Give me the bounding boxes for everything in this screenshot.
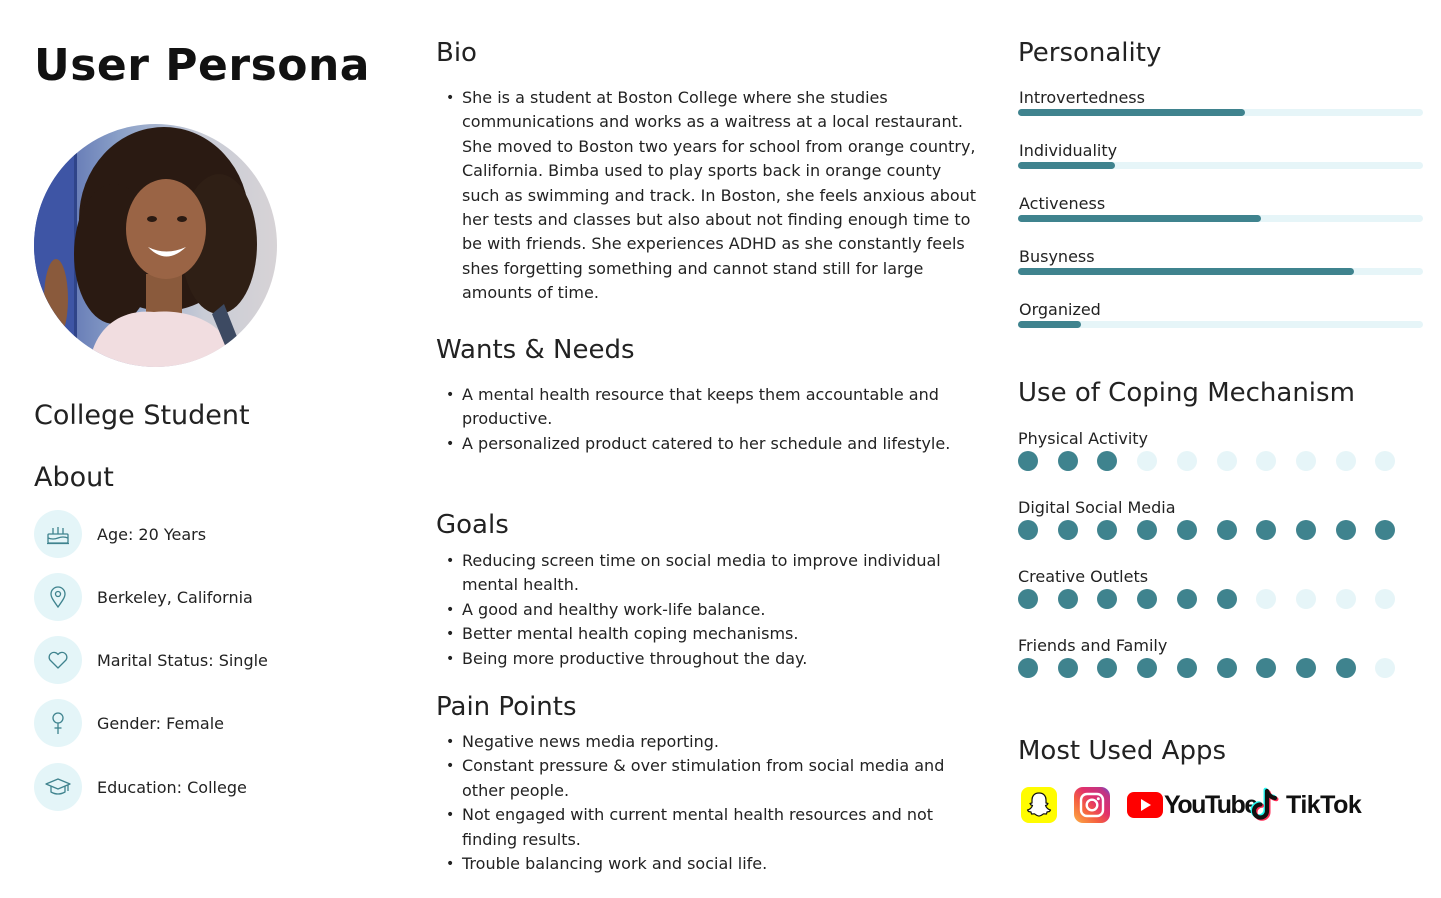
trait-track xyxy=(1018,162,1423,169)
instagram-icon xyxy=(1073,786,1111,824)
about-gender-text: Gender: Female xyxy=(97,713,225,733)
apps-row xyxy=(1018,786,1418,826)
location-pin-icon xyxy=(45,584,71,610)
coping-dots xyxy=(1018,520,1408,540)
coping-dot-filled xyxy=(1058,520,1078,540)
snapchat-icon xyxy=(1020,786,1058,824)
coping-dot-filled xyxy=(1177,589,1197,609)
coping-dot-filled xyxy=(1296,520,1316,540)
avatar-photo xyxy=(34,124,277,367)
coping-dot-filled xyxy=(1018,520,1038,540)
coping-dot-empty xyxy=(1336,451,1356,471)
trait-track xyxy=(1018,215,1423,222)
list-item: • Trouble balancing work and social life. xyxy=(446,852,981,876)
trait-fill xyxy=(1018,109,1245,116)
trait-label: Individuality xyxy=(1019,141,1118,160)
apps-heading: Most Used Apps xyxy=(1018,736,1227,766)
pain-points-heading: Pain Points xyxy=(436,692,577,722)
about-icon-bg xyxy=(34,636,82,684)
avatar xyxy=(34,124,277,367)
list-item: • Constant pressure & over stimulation from social media and other people. xyxy=(446,754,981,803)
youtube-app xyxy=(1127,786,1257,824)
trait-track xyxy=(1018,109,1423,116)
instagram-app xyxy=(1073,786,1111,824)
coping-digital-social-media xyxy=(1018,498,1423,558)
about-item-age xyxy=(34,509,374,559)
about-location-text: Berkeley, California xyxy=(97,587,253,607)
coping-physical-activity xyxy=(1018,429,1423,489)
about-item-education xyxy=(34,762,374,812)
bio-heading: Bio xyxy=(436,38,477,68)
coping-label: Digital Social Media xyxy=(1018,498,1176,517)
list-item: • Better mental health coping mechanisms. xyxy=(446,622,981,646)
coping-dot-filled xyxy=(1097,589,1117,609)
coping-dots xyxy=(1018,451,1408,471)
about-education-text: Education: College xyxy=(97,777,247,797)
trait-label: Introvertedness xyxy=(1019,88,1145,107)
coping-dot-filled xyxy=(1097,520,1117,540)
about-icon-bg xyxy=(34,573,82,621)
bio-item: • She is a student at Boston College where she studies communications and works as a waitress at a local restaurant. She moved to Boston two years for school from orange country, California. Bimba used to play sports back in orange county such as swimming and track. In Boston, she feels anxious about her tests and classes but also about not finding enough time to be with friends. She experiences ADHD as she constantly feels shes forgetting something and cannot stand still for large amounts of time. xyxy=(446,86,981,306)
tiktok-label: TikTok xyxy=(1286,790,1362,819)
trait-organized xyxy=(1018,300,1423,330)
trait-label: Organized xyxy=(1019,300,1101,319)
coping-dot-filled xyxy=(1217,658,1237,678)
coping-dot-empty xyxy=(1177,451,1197,471)
coping-dots xyxy=(1018,658,1408,678)
about-icon-bg xyxy=(34,510,82,558)
coping-dot-filled xyxy=(1177,658,1197,678)
trait-label: Activeness xyxy=(1019,194,1106,213)
coping-dot-filled xyxy=(1018,589,1038,609)
coping-dot-filled xyxy=(1217,589,1237,609)
coping-dot-empty xyxy=(1375,451,1395,471)
coping-dot-empty xyxy=(1296,451,1316,471)
coping-dot-filled xyxy=(1336,520,1356,540)
coping-dot-filled xyxy=(1296,658,1316,678)
coping-dot-filled xyxy=(1137,589,1157,609)
about-marital-text: Marital Status: Single xyxy=(97,650,268,670)
graduation-cap-icon xyxy=(44,774,72,800)
wants-needs-list xyxy=(446,383,981,456)
trait-introvertedness xyxy=(1018,88,1423,118)
coping-dot-filled xyxy=(1137,520,1157,540)
about-item-location xyxy=(34,572,374,622)
coping-label: Physical Activity xyxy=(1018,429,1149,448)
coping-dot-filled xyxy=(1177,520,1197,540)
coping-friends-family xyxy=(1018,636,1423,696)
coping-dot-filled xyxy=(1058,589,1078,609)
coping-dot-empty xyxy=(1375,589,1395,609)
personality-heading: Personality xyxy=(1018,38,1162,68)
coping-dot-filled xyxy=(1058,451,1078,471)
about-heading: About xyxy=(34,462,114,493)
trait-label: Busyness xyxy=(1019,247,1095,266)
coping-dot-empty xyxy=(1375,658,1395,678)
goals-heading: Goals xyxy=(436,510,509,540)
gender-icon xyxy=(45,710,71,736)
coping-dot-empty xyxy=(1256,589,1276,609)
coping-creative-outlets xyxy=(1018,567,1423,627)
wants-needs-heading: Wants & Needs xyxy=(436,335,635,365)
persona-role: College Student xyxy=(34,400,250,431)
youtube-icon xyxy=(1127,792,1163,818)
coping-dot-empty xyxy=(1296,589,1316,609)
about-icon-bg xyxy=(34,763,82,811)
coping-dot-empty xyxy=(1217,451,1237,471)
bio-list xyxy=(446,86,981,306)
coping-dot-filled xyxy=(1018,658,1038,678)
trait-fill xyxy=(1018,215,1261,222)
page-title: User Persona xyxy=(34,40,370,91)
coping-dot-filled xyxy=(1217,520,1237,540)
list-item: • A mental health resource that keeps them accountable and productive. xyxy=(446,383,981,432)
list-item: • Not engaged with current mental health resources and not finding results. xyxy=(446,803,981,852)
pain-points-list xyxy=(446,730,981,876)
list-item: • A personalized product catered to her schedule and lifestyle. xyxy=(446,432,981,456)
list-item: • Reducing screen time on social media to improve individual mental health. xyxy=(446,549,981,598)
trait-track xyxy=(1018,321,1423,328)
about-icon-bg xyxy=(34,699,82,747)
coping-dot-filled xyxy=(1256,520,1276,540)
youtube-label: YouTube xyxy=(1164,790,1257,819)
coping-dot-filled xyxy=(1018,451,1038,471)
trait-individuality xyxy=(1018,141,1423,171)
coping-label: Friends and Family xyxy=(1018,636,1168,655)
coping-dot-empty xyxy=(1137,451,1157,471)
about-item-gender xyxy=(34,698,374,748)
goals-list xyxy=(446,549,981,671)
list-item: • A good and healthy work-life balance. xyxy=(446,598,981,622)
coping-dot-filled xyxy=(1336,658,1356,678)
list-item: • Negative news media reporting. xyxy=(446,730,981,754)
trait-fill xyxy=(1018,321,1081,328)
trait-fill xyxy=(1018,268,1354,275)
coping-dot-filled xyxy=(1256,658,1276,678)
tiktok-icon xyxy=(1250,787,1282,823)
heart-icon xyxy=(45,647,71,673)
about-item-marital xyxy=(34,635,374,685)
coping-dot-filled xyxy=(1137,658,1157,678)
trait-activeness xyxy=(1018,194,1423,224)
trait-track xyxy=(1018,268,1423,275)
coping-dots xyxy=(1018,589,1408,609)
coping-label: Creative Outlets xyxy=(1018,567,1149,586)
about-age-text: Age: 20 Years xyxy=(97,524,207,544)
coping-dot-filled xyxy=(1058,658,1078,678)
trait-busyness xyxy=(1018,247,1423,277)
coping-dot-empty xyxy=(1256,451,1276,471)
tiktok-app xyxy=(1250,786,1361,824)
coping-dot-filled xyxy=(1097,451,1117,471)
coping-dot-empty xyxy=(1336,589,1356,609)
cake-icon xyxy=(45,521,71,547)
coping-dot-filled xyxy=(1375,520,1395,540)
coping-heading: Use of Coping Mechanism xyxy=(1018,378,1355,408)
snapchat-app xyxy=(1020,786,1058,824)
coping-dot-filled xyxy=(1097,658,1117,678)
trait-fill xyxy=(1018,162,1115,169)
list-item: • Being more productive throughout the day. xyxy=(446,647,981,671)
